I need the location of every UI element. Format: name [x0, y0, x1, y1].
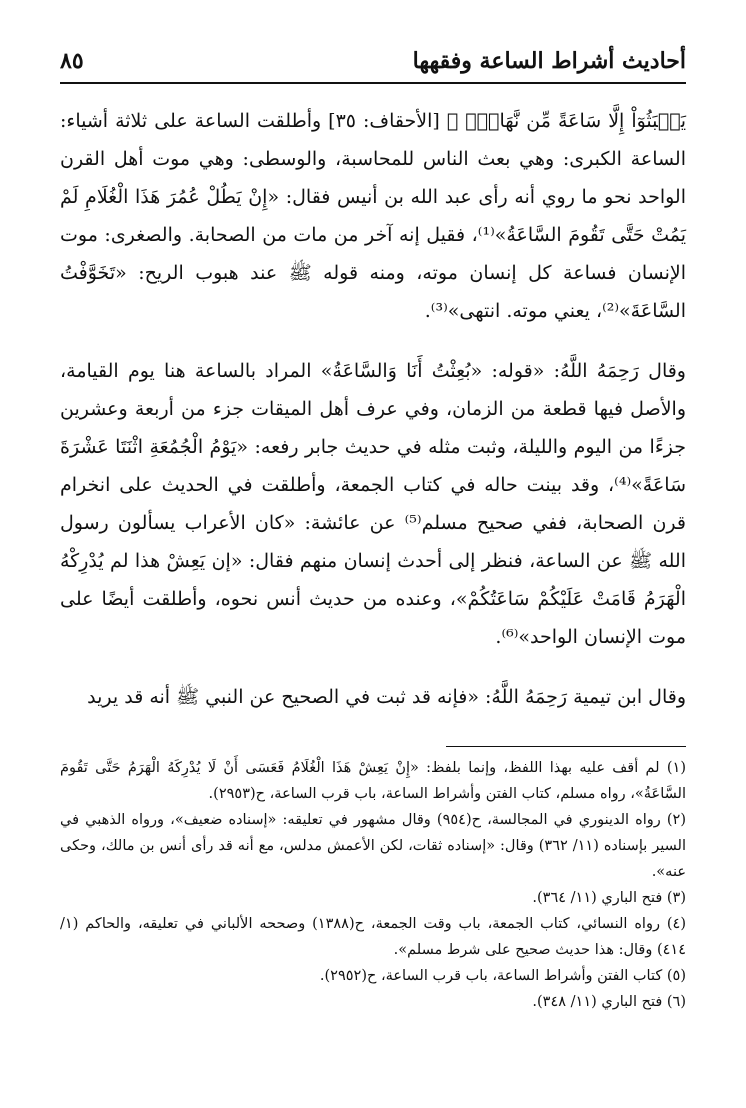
footnote-5: (٥) كتاب الفتن وأشراط الساعة، باب قرب الساعة، ح(٢٩٥٢). — [319, 968, 686, 984]
main-text — [60, 102, 686, 716]
footnote-3: (٣) فتح الباري (١١/ ٣٦٤). — [532, 890, 686, 906]
footnote-1: (١) لم أقف عليه بهذا اللفظ، وإنما بلفظ: «إِنْ يَعِشْ هَذَا الْغُلَامُ فَعَسَى أَنْ لَا يُدْرِكَهُ الْهَرَمُ حَتَّى تَقُومَ السَّاعَةُ»، رواه مسلم، كتاب الفتن وأشراط الساعة، باب قرب الساعة، ح(٢٩٥٣). — [60, 760, 686, 802]
footnote-separator — [446, 746, 686, 747]
footnote-6: (٦) فتح الباري (١١/ ٣٤٨). — [532, 994, 686, 1010]
paragraph-3: وقال ابن تيمية رَحِمَهُ اللَّهُ: «فإنه قد ثبت في الصحيح عن النبي ﷺ أنه قد يريد — [87, 686, 686, 708]
footnote-4: (٤) رواه النسائي، كتاب الجمعة، باب وقت الجمعة، ح(١٣٨٨) وصححه الألباني في تعليقه، والحاكم (١/ ٤١٤) وقال: هذا حديث صحيح على شرط مسلم». — [60, 916, 687, 958]
header-title: أحاديث أشراط الساعة وفقهها — [412, 48, 686, 74]
running-header — [60, 48, 686, 84]
footnotes — [60, 755, 686, 1015]
paragraph-2: وقال رَحِمَهُ اللَّهُ: «قوله: «بُعِثْتُ أَنَا وَالسَّاعَةُ» المراد بالساعة هنا يوم القيامة، والأصل فيها قطعة من الزمان، وفي عرف أهل الميقات جزء من أربعة وعشرين جزءًا من اليوم والليلة، وثبت مثله في حديث جابر رفعه: «يَوْمُ الْجُمُعَةِ اثْنَتَا عَشْرَةَ سَاعَةً»⁽⁴⁾، وقد بينت حاله في كتاب الجمعة، وأطلقت في الحديث على انخرام قرن الصحابة، ففي صحيح مسلم⁽⁵⁾ عن عائشة: «كان الأعراب يسألون رسول الله ﷺ عن الساعة، فنظر إلى أحدث إنسان منهم فقال: «إن يَعِشْ هذا لم يُدْرِكْهُ الْهَرَمُ قَامَتْ عَلَيْكُمْ سَاعَتُكُمْ»، وعنده من حديث أنس نحوه، وأطلقت أيضًا على موت الإنسان الواحد»⁽⁶⁾. — [60, 360, 687, 648]
page-number: ٨٥ — [60, 48, 84, 74]
footnote-2: (٢) رواه الدينوري في المجالسة، ح(٩٥٤) وقال مشهور في تعليقه: «إسناده ضعيف»، ورواه الذهبي في السير بإسناده (١١/ ٣٦٢) وقال: «إسناده ثقات، لكن الأعمش مدلس، مع أنه قد رأى أنس بن مالك، وحكى عنه». — [60, 812, 687, 880]
paragraph-1: يَلۡبَثُوٓاْ إِلَّا سَاعَةً مِّن نَّهَارٍۢ ﴾ [الأحقاف: ٣٥] وأطلقت الساعة على ثلاثة أشياء: الساعة الكبرى: وهي بعث الناس للمحاسبة، والوسطى: وهي موت أهل القرن الواحد نحو ما روي أنه رأى عبد الله بن أنيس فقال: «إِنْ يَطُلْ عُمُرَ هَذَا الْغُلَامِ لَمْ يَمُتْ حَتَّى تَقُومَ السَّاعَةُ»⁽¹⁾، فقيل إنه آخر من مات من الصحابة. والصغرى: موت الإنسان فساعة كل إنسان موته، ومنه قوله ﷺ عند هبوب الريح: «تَخَوَّفْتُ السَّاعَةَ»⁽²⁾، يعني موته. انتهى»⁽³⁾. — [60, 110, 687, 322]
